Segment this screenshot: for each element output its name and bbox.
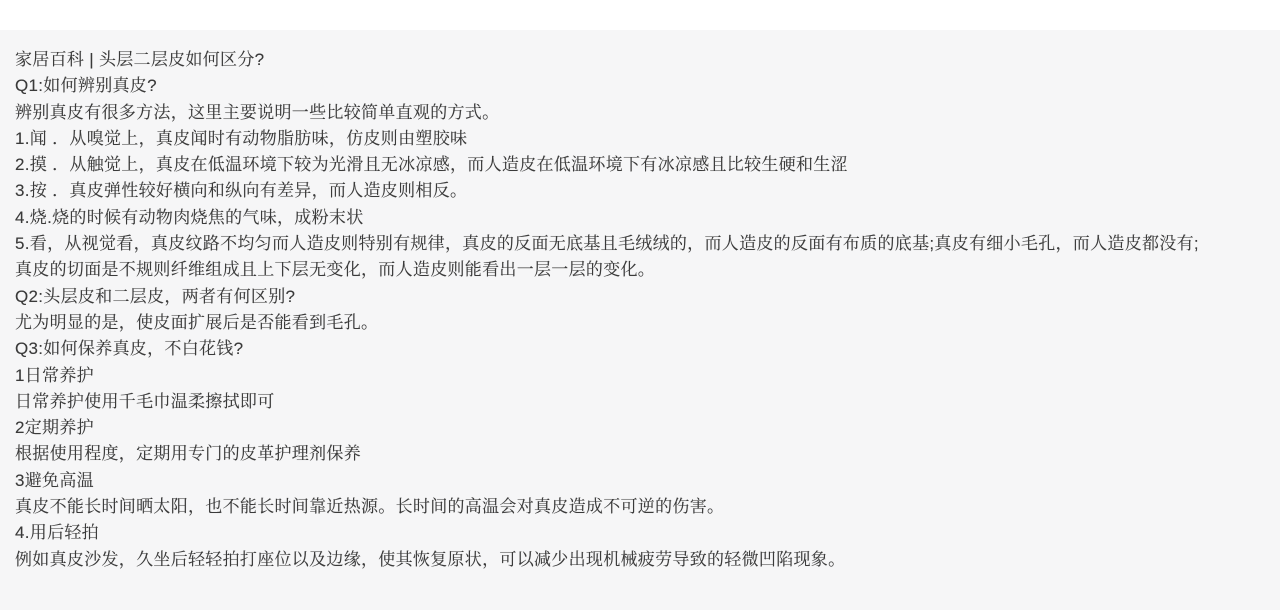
article-body (0, 30, 1280, 610)
question-2-heading: Q2:头层皮和二层皮，两者有何区别? (15, 286, 296, 306)
method-look-continued: 真皮的切面是不规则纤维组成且上下层无变化，而人造皮则能看出一层一层的变化。 (15, 260, 656, 280)
care-tip-4-detail: 例如真皮沙发，久坐后轻轻拍打座位以及边缘，使其恢复原状，可以减少出现机械疲劳导致的轻微凹陷现象。 (15, 549, 846, 569)
method-press: 3.按 ．真皮弹性较好横向和纵向有差异，而人造皮则相反。 (15, 181, 468, 201)
question-1-heading: Q1:如何辨别真皮? (15, 76, 157, 96)
question-1-intro: 辨别真皮有很多方法，这里主要说明一些比较简单直观的方式。 (15, 102, 500, 122)
method-touch: 2.摸 ．从触觉上，真皮在低温环境下较为光滑且无冰凉感，而人造皮在低温环境下有冰凉感且比较生硬和生涩 (15, 155, 848, 175)
top-white-strip (0, 0, 1280, 30)
care-tip-2-title: 2定期养护 (15, 418, 94, 438)
method-smell: 1.闻 ．从嗅觉上，真皮闻时有动物脂肪味，仿皮则由塑胶味 (15, 128, 468, 148)
question-2-answer: 尤为明显的是，使皮面扩展后是否能看到毛孔。 (15, 312, 379, 332)
care-tip-3-detail: 真皮不能长时间晒太阳，也不能长时间靠近热源。长时间的高温会对真皮造成不可逆的伤害。 (15, 497, 725, 517)
method-burn: 4.烧.烧的时候有动物肉烧焦的气味，成粉末状 (15, 207, 364, 227)
care-tip-3-title: 3避免高温 (15, 470, 94, 490)
care-tip-4-title: 4.用后轻拍 (15, 523, 99, 543)
question-3-heading: Q3:如何保养真皮，不白花钱? (15, 339, 244, 359)
article-title: 家居百科 | 头层二层皮如何区分? (15, 50, 265, 69)
care-tip-2-detail: 根据使用程度，定期用专门的皮革护理剂保养 (15, 444, 361, 464)
method-look: 5.看，从视觉看，真皮纹路不均匀而人造皮则特别有规律，真皮的反面无底基且毛绒绒的，而人造皮的反面有布质的底基;真皮有细小毛孔，而人造皮都没有; (15, 234, 1199, 254)
care-tip-1-title: 1日常养护 (15, 365, 94, 385)
care-tip-1-detail: 日常养护使用千毛巾温柔擦拭即可 (15, 391, 275, 411)
